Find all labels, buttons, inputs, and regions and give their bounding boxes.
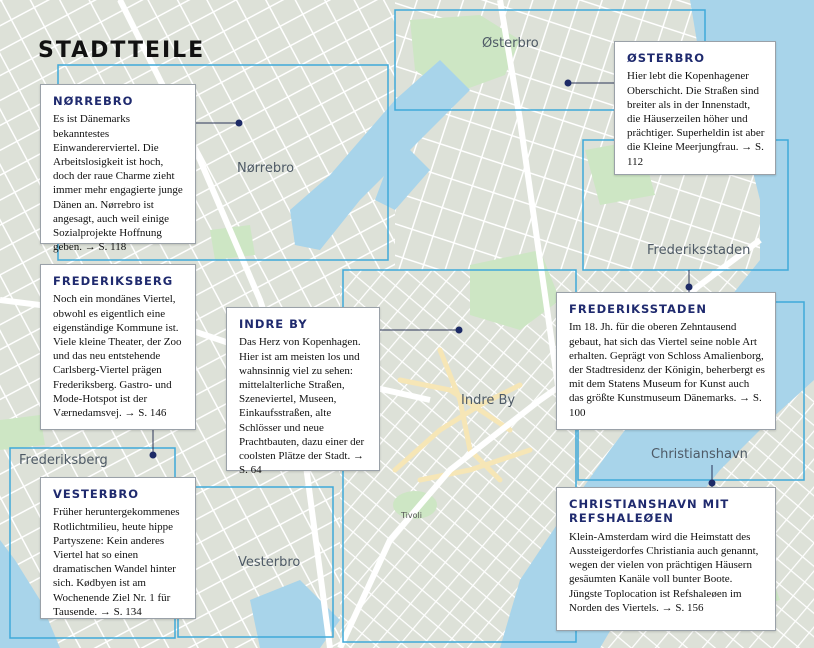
- card-indre-by: [226, 307, 380, 477]
- map-label-tivoli: Tivoli: [401, 511, 422, 520]
- page-title: STADTTEILE: [38, 38, 206, 63]
- card-osterbro: [614, 41, 776, 175]
- card-text: Das Herz von Kopenhagen. Hier ist am meisten los und wahnsinnig viel zu sehen: mittelalterliche Straßen, Szeneviertel, Museen, Einkaufsstraßen, alte Schlösser und neue Prachtbauten, dazu einer der coolsten Plätze der Stadt. → S. 64: [239, 336, 365, 477]
- dot-osterbro: [565, 80, 572, 87]
- card-text: Hier lebt die Kopenhagener Oberschicht. Die Straßen sind breiter als in der Innenstadt, die Häuserzeilen höher und prächtiger. Superheldin ist aber die Kleine Meerjungfrau. → S. 112: [627, 70, 765, 168]
- map-label-indre-by: Indre By: [461, 393, 516, 408]
- card-text: Im 18. Jh. für die oberen Zehntausend gebaut, hat sich das Viertel seine noble Art erhalten. Geprägt von Schloss Amalienborg, der Stadtresidenz der Königin, beherbergt es mit dem Statens Museum for Kunst auch das größte Kunstmuseum Dänemarks. → S. 100: [569, 321, 765, 419]
- card-vesterbro: [40, 477, 196, 619]
- card-heading: INDRE BY: [239, 317, 308, 331]
- card-frederiksberg: [40, 264, 196, 430]
- card-norrebro: [40, 84, 196, 254]
- card-text: Früher heruntergekommenes Rotlichtmilieu, heute hippe Partyszene: Kein anderes Viertel hat so einen dramatischen Wandel hinter sich. Kødbyen ist am Wochenende Ziel Nr. 1 für Tausende. → S. 134: [53, 506, 180, 618]
- dot-frederiksberg: [150, 452, 157, 459]
- map-label-norrebro: Nørrebro: [237, 161, 295, 176]
- card-text: Klein-Amsterdam wird die Heimstatt des Aussteigerdorfes Christiania auch genannt, wegen der vielen von prächtigen Häusern gesäumten Kanäle voll bunter Boote. Jüngste Toplocation ist Refshaleøen im Norden des Viertels. → S. 156: [569, 530, 759, 614]
- card-heading: CHRISTIANSHAVN MIT REFSHALEØEN: [569, 497, 730, 526]
- card-frederiksstaden: [556, 292, 776, 430]
- map-label-christianshavn: Christianshavn: [651, 447, 748, 462]
- dot-indre-by: [456, 327, 463, 334]
- dot-frederiksstaden: [686, 284, 693, 291]
- map-label-osterbro: Østerbro: [482, 36, 539, 51]
- card-heading: ØSTERBRO: [627, 51, 706, 65]
- card-christianshavn: [556, 487, 776, 631]
- map-label-vesterbro: Vesterbro: [238, 555, 301, 570]
- dot-norrebro: [236, 120, 243, 127]
- map-label-frederiksberg: Frederiksberg: [19, 453, 108, 468]
- card-text: Es ist Dänemarks bekanntestes Einwandererviertel. Die Arbeitslosigkeit ist hoch, doch der raue Charme zieht immer mehr engagierte junge Dänen an. Nørrebro ist angesagt, auch weil einige Sozialprojekte Hoffnung geben. → S. 118: [53, 113, 183, 254]
- dot-christianshavn: [709, 480, 716, 487]
- card-heading: FREDERIKSBERG: [53, 274, 174, 288]
- card-text: Noch ein mondänes Viertel, obwohl es eigentlich eine eigenständige Kommune ist. Viele kleine Theater, der Zoo und das neu entstehende Carlsberg-Viertel prägen Frederiksberg. Gastro- und Mode-Hotspot ist der Værnedamsvej. → S. 146: [53, 293, 182, 419]
- map-label-frederiksstaden: Frederiksstaden: [647, 243, 751, 258]
- card-heading: VESTERBRO: [53, 487, 139, 501]
- card-heading: NØRREBRO: [53, 94, 134, 108]
- card-heading: FREDERIKSSTADEN: [569, 302, 707, 316]
